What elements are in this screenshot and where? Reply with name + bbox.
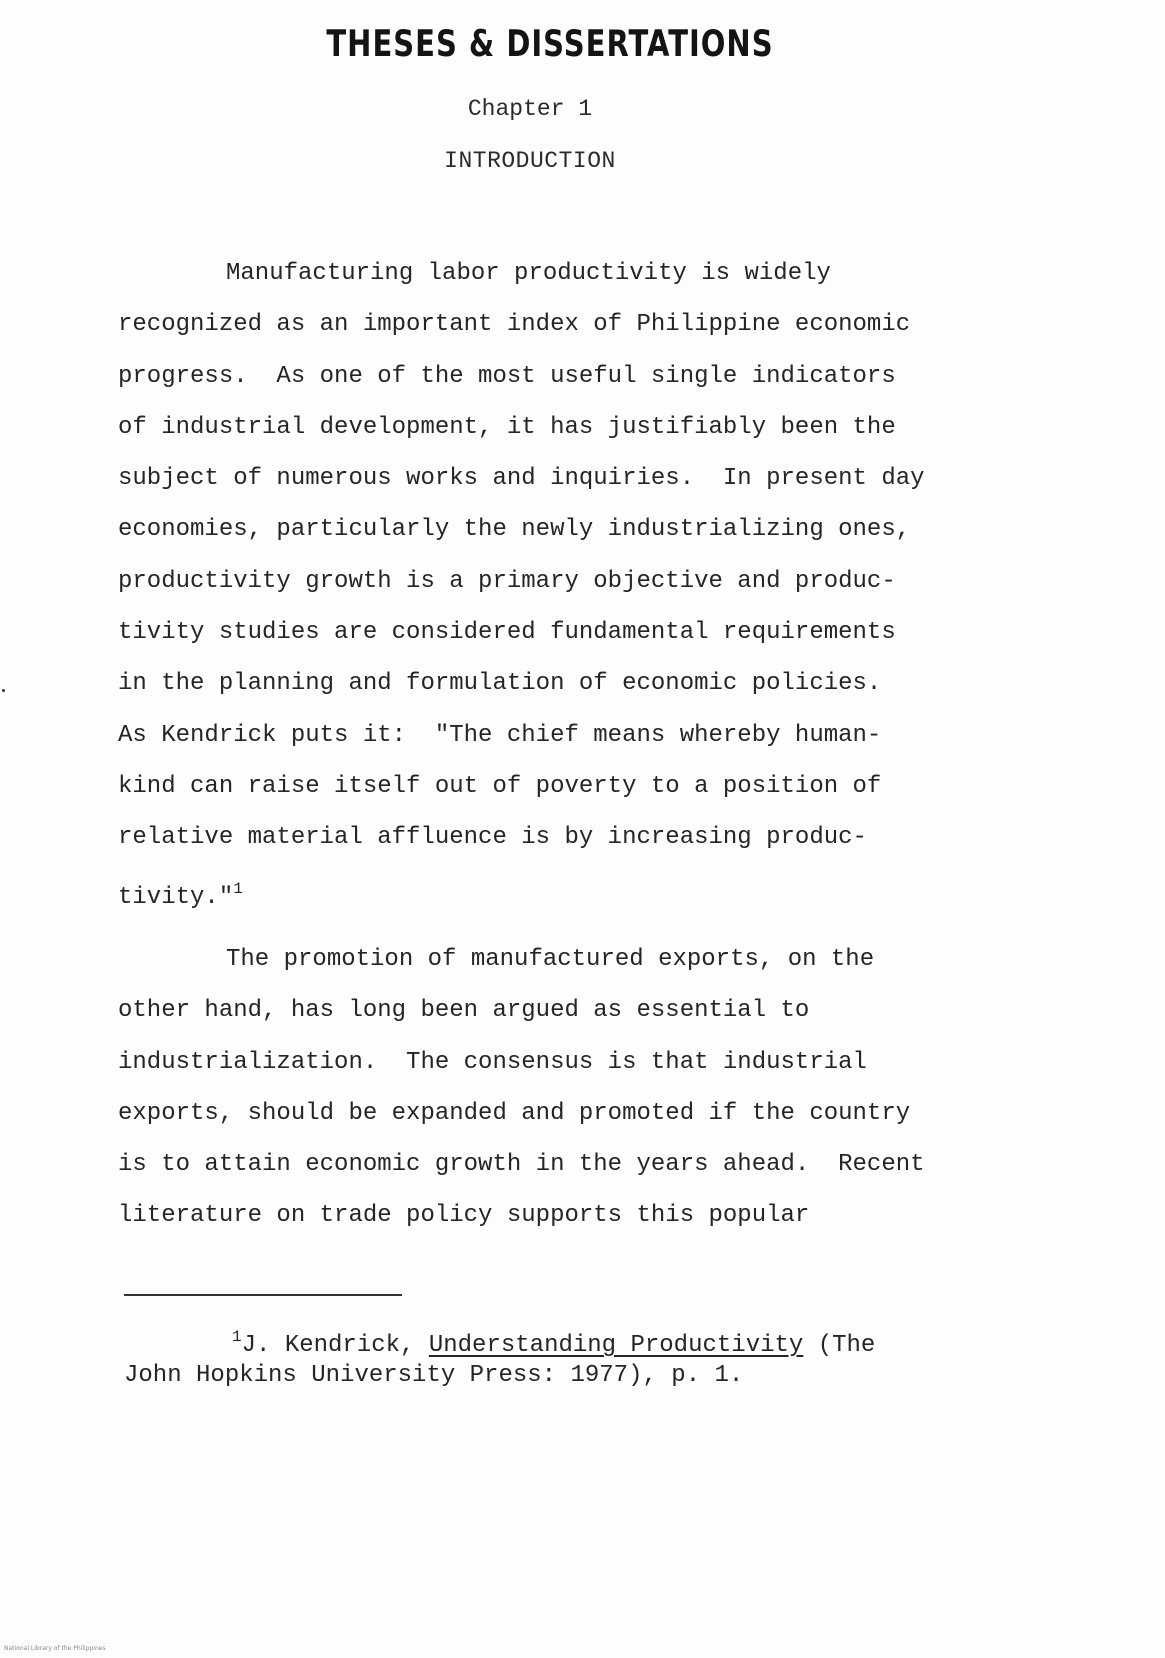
margin-mark (2, 689, 5, 692)
paragraph-line: other hand, has long been argued as essential to (118, 997, 810, 1025)
footnote-publisher-open: (The (803, 1332, 876, 1359)
theses-dissertations-stamp: THESES & DISSERTATIONS (326, 22, 774, 65)
paragraph-line: relative material affluence is by increasing produc- (118, 824, 867, 852)
paragraph-1 (118, 248, 1018, 915)
paragraph-line: subject of numerous works and inquiries. In present day (118, 465, 925, 493)
footnote-line-2: John Hopkins University Press: 1977), p. 1. (124, 1362, 744, 1389)
footnote-author: J. Kendrick, (241, 1332, 429, 1359)
paragraph-line: tivity studies are considered fundamental requirements (118, 619, 896, 647)
paragraph-line: As Kendrick puts it: "The chief means whereby human- (118, 721, 882, 749)
paragraph-line: The promotion of manufactured exports, on the (226, 946, 875, 973)
section-title: INTRODUCTION (444, 148, 616, 174)
paragraph-line-last (118, 864, 1018, 915)
paragraph-line: progress. As one of the most useful single indicators (118, 362, 896, 390)
footnote-line-1 (124, 1322, 1024, 1361)
paragraph-2 (118, 934, 1018, 1242)
footnote-number: 1 (232, 1328, 242, 1346)
paragraph-line: is to attain economic growth in the years ahead. Recent (118, 1151, 925, 1179)
paragraph-line: kind can raise itself out of poverty to a position of (118, 772, 882, 800)
scan-footer: National Library of the Philippines (4, 1645, 106, 1652)
footnote-book-title: Understanding Productivity (428, 1332, 804, 1359)
paragraph-line: literature on trade policy supports this popular (118, 1202, 810, 1230)
paragraph-line: of industrial development, it has justifiably been the (118, 413, 896, 441)
paragraph-line: Manufacturing labor productivity is widely (226, 260, 831, 287)
paragraph-line-text: tivity." (118, 883, 234, 911)
paragraph-line: economies, particularly the newly industrializing ones, (118, 516, 911, 544)
footnote-divider (124, 1294, 402, 1296)
footnote-reference: 1 (233, 879, 243, 898)
footnote (124, 1322, 1024, 1391)
paragraph-line: recognized as an important index of Philippine economic (118, 311, 911, 339)
paragraph-line: exports, should be expanded and promoted if the country (118, 1099, 911, 1127)
paragraph-line: productivity growth is a primary objective and produc- (118, 567, 896, 595)
paragraph-line: in the planning and formulation of economic policies. (118, 670, 882, 698)
paragraph-line: industrialization. The consensus is that industrial (118, 1048, 867, 1076)
chapter-label: Chapter 1 (467, 96, 593, 122)
